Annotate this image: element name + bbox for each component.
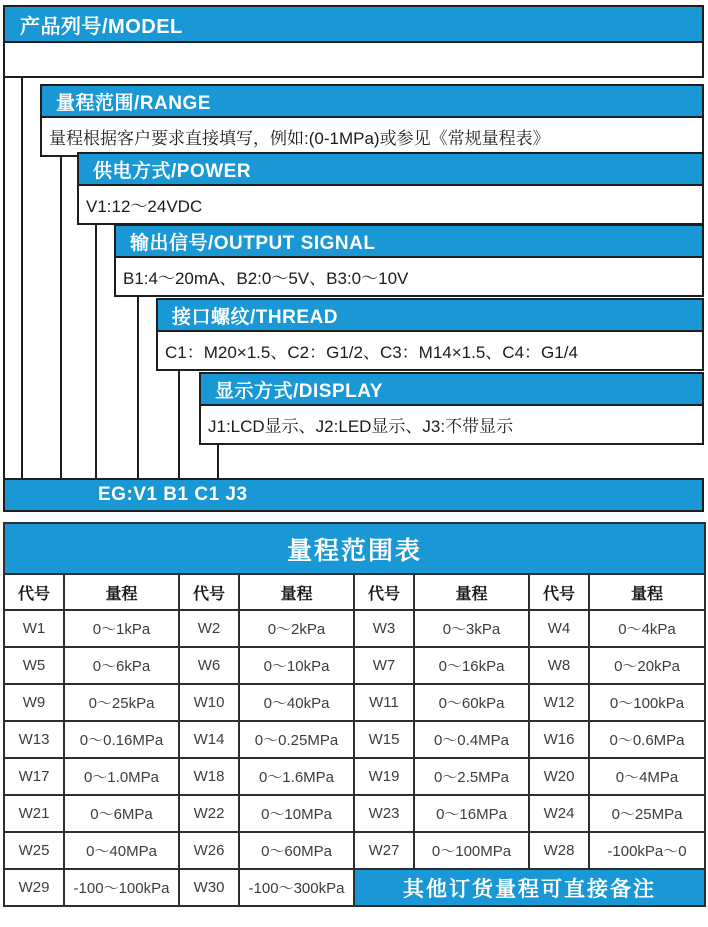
range-code-cell: W26 [179, 832, 239, 869]
display-section-options: J1:LCD显示、J2:LED显示、J3:不带显示 [208, 417, 514, 436]
range-code-cell: W13 [4, 721, 64, 758]
range-code-cell: W27 [354, 832, 414, 869]
model-section-header: 产品列号/MODEL [5, 7, 702, 43]
range-value-cell: 0～60MPa [239, 832, 354, 869]
code-column-header: 代号 [529, 574, 589, 610]
range-code-cell: W22 [179, 795, 239, 832]
power-section-header: 供电方式/POWER [79, 154, 702, 186]
range-code-cell: W9 [4, 684, 64, 721]
range-value-cell: -100～100kPa [64, 869, 179, 906]
range-code-cell: W6 [179, 647, 239, 684]
range-code-cell: W20 [529, 758, 589, 795]
range-value-cell: 0～0.16MPa [64, 721, 179, 758]
range-value-cell: 0～2.5MPa [414, 758, 529, 795]
range-value-cell: 0～100MPa [414, 832, 529, 869]
thread-section-options: C1：M20×1.5、C2：G1/2、C3：M14×1.5、C4：G1/4 [165, 343, 578, 362]
output-signal-section-box [114, 224, 704, 297]
display-section-box [199, 372, 704, 445]
range-value-cell: 0～1.0MPa [64, 758, 179, 795]
code-column-header: 代号 [354, 574, 414, 610]
range-value-cell: 0～0.6MPa [589, 721, 705, 758]
range-table-header-row [4, 574, 705, 610]
range-code-cell: W3 [354, 610, 414, 647]
range-value-cell: 0～10kPa [239, 647, 354, 684]
range-section-header: 量程范围/RANGE [42, 86, 702, 118]
range-value-cell: 0～6MPa [64, 795, 179, 832]
range-code-cell: W11 [354, 684, 414, 721]
connector-line-output [137, 295, 139, 478]
output-signal-section-header: 输出信号/OUTPUT SIGNAL [116, 226, 702, 258]
range-column-header: 量程 [414, 574, 529, 610]
range-value-cell: 0～1.6MPa [239, 758, 354, 795]
power-section-options: V1:12～24VDC [86, 197, 203, 216]
range-code-cell: W24 [529, 795, 589, 832]
range-code-cell: W14 [179, 721, 239, 758]
range-value-cell: 0～20kPa [589, 647, 705, 684]
range-table-row [4, 795, 705, 832]
range-column-header: 量程 [239, 574, 354, 610]
range-value-cell: 0～2kPa [239, 610, 354, 647]
thread-section-header: 接口螺纹/THREAD [158, 300, 702, 332]
other-range-note-cell: 其他订货量程可直接备注 [354, 869, 705, 906]
model-section-box [3, 5, 704, 78]
range-value-cell: 0～25kPa [64, 684, 179, 721]
thread-section-box [156, 298, 704, 371]
range-value-cell: 0～16MPa [414, 795, 529, 832]
code-column-header: 代号 [179, 574, 239, 610]
range-value-cell: 0～1kPa [64, 610, 179, 647]
range-value-cell: 0～4MPa [589, 758, 705, 795]
range-value-cell: 0～6kPa [64, 647, 179, 684]
range-value-cell: 0～10MPa [239, 795, 354, 832]
range-code-cell: W16 [529, 721, 589, 758]
range-value-cell: 0～25MPa [589, 795, 705, 832]
range-code-cell: W8 [529, 647, 589, 684]
connector-line-outer [3, 76, 5, 478]
range-value-cell: -100～300kPa [239, 869, 354, 906]
range-value-cell: 0～4kPa [589, 610, 705, 647]
range-table-row [4, 758, 705, 795]
range-code-cell: W1 [4, 610, 64, 647]
range-code-cell: W4 [529, 610, 589, 647]
range-table-row [4, 647, 705, 684]
range-table [3, 522, 706, 907]
range-section-options: 量程根据客户要求直接填写，例如:(0-1MPa)或参见《常规量程表》 [49, 129, 550, 148]
range-code-cell: W12 [529, 684, 589, 721]
range-table-row [4, 684, 705, 721]
range-code-cell: W25 [4, 832, 64, 869]
range-value-cell: 0～16kPa [414, 647, 529, 684]
output-signal-section-options: B1:4～20mA、B2:0～5V、B3:0～10V [123, 269, 409, 288]
range-table-row [4, 869, 705, 906]
range-value-cell: 0～0.4MPa [414, 721, 529, 758]
range-code-cell: W21 [4, 795, 64, 832]
range-value-cell: 0～40MPa [64, 832, 179, 869]
range-code-cell: W18 [179, 758, 239, 795]
range-value-cell: -100kPa～0 [589, 832, 705, 869]
range-code-cell: W17 [4, 758, 64, 795]
range-table-title: 量程范围表 [4, 523, 705, 574]
range-code-cell: W5 [4, 647, 64, 684]
range-table-row [4, 721, 705, 758]
range-code-cell: W10 [179, 684, 239, 721]
range-table-row [4, 610, 705, 647]
range-section-box [40, 84, 704, 157]
connector-line-model [21, 76, 23, 478]
range-table-title-row [4, 523, 705, 574]
code-column-header: 代号 [4, 574, 64, 610]
range-column-header: 量程 [64, 574, 179, 610]
range-code-cell: W15 [354, 721, 414, 758]
range-value-cell: 0～100kPa [589, 684, 705, 721]
range-code-cell: W23 [354, 795, 414, 832]
range-code-cell: W28 [529, 832, 589, 869]
example-code-bar: EG:V1 B1 C1 J3 [3, 478, 704, 512]
range-value-cell: 0～60kPa [414, 684, 529, 721]
range-value-cell: 0～0.25MPa [239, 721, 354, 758]
display-section-header: 显示方式/DISPLAY [201, 374, 702, 406]
power-section-box [77, 152, 704, 225]
model-code-field [5, 43, 702, 76]
connector-line-thread [178, 368, 180, 478]
connector-line-range [60, 149, 62, 478]
range-value-cell: 0～40kPa [239, 684, 354, 721]
range-code-cell: W30 [179, 869, 239, 906]
range-code-cell: W29 [4, 869, 64, 906]
range-table-row [4, 832, 705, 869]
range-code-cell: W7 [354, 647, 414, 684]
range-code-cell: W19 [354, 758, 414, 795]
range-column-header: 量程 [589, 574, 705, 610]
range-value-cell: 0～3kPa [414, 610, 529, 647]
range-code-cell: W2 [179, 610, 239, 647]
connector-line-power [95, 221, 97, 478]
connector-line-display [217, 444, 219, 478]
